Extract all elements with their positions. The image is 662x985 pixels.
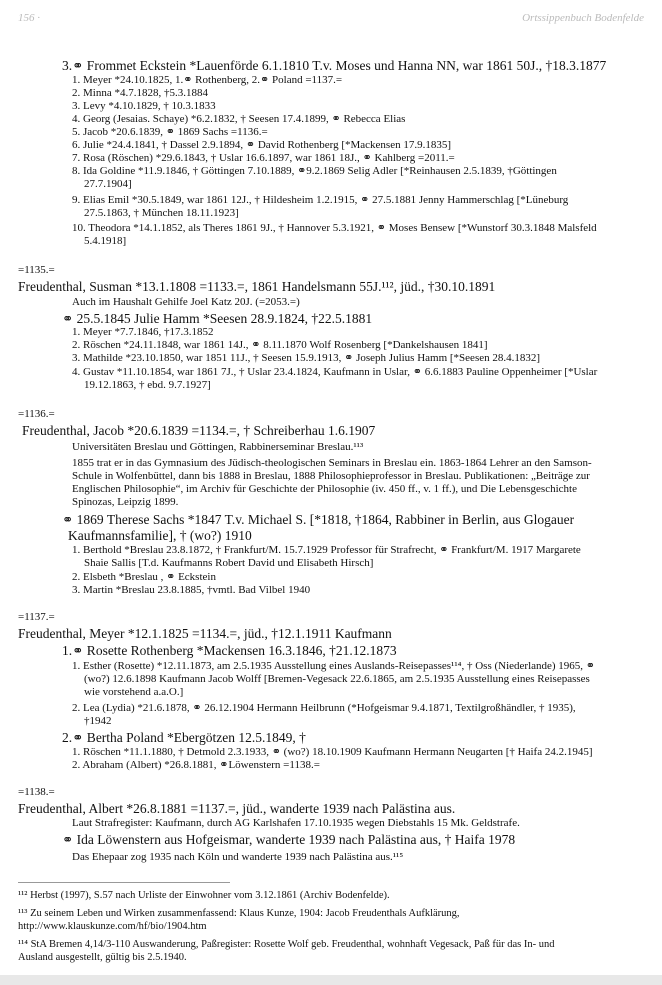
text-line: 3. Martin *Breslau 23.8.1885, †vmtl. Bad Vilbel 1940 xyxy=(72,584,311,596)
text-line: Spinozas, Leipzig 1899. xyxy=(72,496,179,508)
text-line: 3. Mathilde *23.10.1850, war 1851 11J., † Seesen 15.9.1913, ⚭ Joseph Julius Hamm [*Seesen 28.4.1832] xyxy=(72,352,541,364)
text-line: ⚭ 1869 Therese Sachs *1847 T.v. Michael S. [*1818, †1864, Rabbiner in Berlin, aus Glogauer xyxy=(62,512,575,527)
text-line: 1. Esther (Rosette) *12.11.1873, am 2.5.1935 Ausstellung eines Auslands-Reisepasses¹¹⁴, † Oss (Niederlande) 1965, ⚭ xyxy=(72,660,596,672)
text-line: =1136.= xyxy=(18,408,55,420)
text-line: Freudenthal, Meyer *12.1.1825 =1134.=, jüd., †12.1.1911 Kaufmann xyxy=(18,626,392,641)
text-line: 8. Ida Goldine *11.9.1846, † Göttingen 7.10.1889, ⚭9.2.1869 Selig Adler [*Reinhausen 2.5.1839, †Göttingen xyxy=(72,165,557,177)
text-line: wie vorstehend a.a.O.] xyxy=(84,686,184,698)
text-line: Freudenthal, Susman *13.1.1808 =1133.=, 1861 Handelsmann 55J.¹¹², jüd., †30.10.1891 xyxy=(18,279,496,294)
page-header xyxy=(18,8,644,28)
text-line: =1137.= xyxy=(18,611,55,623)
text-line: Schule in Wolfenbüttel, dann bis 1888 in Breslau, 1888 Philosophieprofessor in Breslau. Publikationen: „Beiträge zur xyxy=(72,470,590,482)
text-line: 5. Jacob *20.6.1839, ⚭ 1869 Sachs =1136.= xyxy=(72,126,268,138)
text-line: Englischen Philosophie“, im Archiv für Geschichte der Philosophie (iv. 450 ff., v. 1 ff.), und Die Lebensgeschichte xyxy=(72,483,577,495)
text-line: Shaie Sallis [T.d. Kaufmanns Robert David und Elisabeth Hirsch] xyxy=(84,557,374,569)
text-line: Universitäten Breslau und Göttingen, Rabbinerseminar Breslau.¹¹³ xyxy=(72,441,364,453)
text-line: 2. Abraham (Albert) *26.8.1881, ⚭Löwenstern =1138.= xyxy=(72,759,320,771)
text-line: 3. Levy *4.10.1829, † 10.3.1833 xyxy=(72,100,216,112)
text-line: 1. Röschen *11.1.1880, † Detmold 2.3.1933, ⚭ (wo?) 18.10.1909 Kaufmann Hermann Neugarten [† Haifa 24.2.1945] xyxy=(72,746,593,758)
text-line: Freudenthal, Jacob *20.6.1839 =1134.=, † Schreiberhau 1.6.1907 xyxy=(22,423,376,438)
text-line: =1138.= xyxy=(18,786,55,798)
text-line: ⚭ 25.5.1845 Julie Hamm *Seesen 28.9.1824, †22.5.1881 xyxy=(62,311,373,326)
text-line: 7. Rosa (Röschen) *29.6.1843, † Uslar 16.6.1897, war 1861 18J., ⚭ Kahlberg =2011.= xyxy=(72,152,455,164)
text-line: 4. Georg (Jesaias. Schaye) *6.2.1832, † Seesen 17.4.1899, ⚭ Rebecca Elias xyxy=(72,113,406,125)
page-number: 156 · xyxy=(18,12,40,24)
footnote-line: http://www.klauskunze.com/hf/bio/1904.htm xyxy=(18,921,207,932)
text-line: Auch im Haushalt Gehilfe Joel Katz 20J. (=2053.=) xyxy=(72,296,300,308)
text-line: †1942 xyxy=(84,715,112,727)
text-line: 4. Gustav *11.10.1854, war 1861 7J., † Uslar 23.4.1824, Kaufmann in Uslar, ⚭ 6.6.1883 Pauline Oppenheimer [*Uslar xyxy=(72,366,598,378)
text-line: Laut Strafregister: Kaufmann, durch AG Karlshafen 17.10.1935 wegen Diebstahls 15 Mk. Geldstrafe. xyxy=(72,817,520,829)
text-line: 2. Röschen *24.11.1848, war 1861 14J., ⚭ 8.11.1870 Wolf Rosenberg [*Dankelshausen 1841] xyxy=(72,339,488,351)
page-bottom-bar xyxy=(0,975,662,985)
footnote-line: ¹¹² Herbst (1997), S.57 nach Urliste der Einwohner vom 3.12.1861 (Archiv Bodenfelde). xyxy=(18,890,390,901)
text-line: 19.12.1863, † ebd. 9.7.1927] xyxy=(84,379,211,391)
text-line: 1. Berthold *Breslau 23.8.1872, † Frankfurt/M. 15.7.1929 Professor für Strafrecht, ⚭ Frankfurt/M. 1917 Margarete xyxy=(72,544,581,556)
text-line: (wo?) 12.6.1898 Kaufmann Jacob Wolff [Bremen-Vegesack 22.6.1865, am 2.5.1935 Ausstellung eines Reisepasses xyxy=(84,673,590,685)
text-line: 27.5.1863, † München 18.11.1923] xyxy=(84,207,239,219)
text-line: 5.4.1918] xyxy=(84,235,127,247)
text-line: 1855 trat er in das Gymnasium des Jüdisch-theologischen Seminars in Breslau ein. 1863-1864 Lehrer an den Samson- xyxy=(72,457,592,469)
text-line: Kaufmannsfamilie], † (wo?) 1910 xyxy=(68,528,252,543)
text-line: =1135.= xyxy=(18,264,55,276)
footnote-line: Ausland ausgestellt, gültig bis 2.5.1940. xyxy=(18,952,187,963)
text-line: 6. Julie *24.4.1841, † Dassel 2.9.1894, ⚭ David Rothenberg [*Mackensen 17.9.1835] xyxy=(72,139,451,151)
footnote-divider xyxy=(18,882,230,883)
text-line: Freudenthal, Albert *26.8.1881 =1137.=, jüd., wanderte 1939 nach Palästina aus. xyxy=(18,801,456,816)
text-line: 2.⚭ Bertha Poland *Ebergötzen 12.5.1849, † xyxy=(62,730,306,745)
text-line: Das Ehepaar zog 1935 nach Köln und wanderte 1939 nach Palästina aus.¹¹⁵ xyxy=(72,851,404,863)
text-line: 2. Minna *4.7.1828, †5.3.1884 xyxy=(72,87,208,99)
text-line: 2. Elsbeth *Breslau , ⚭ Eckstein xyxy=(72,571,216,583)
footnote-line: ¹¹⁴ StA Bremen 4,14/3-110 Auswanderung, Paßregister: Rosette Wolf geb. Freudenthal, wohnhaft Vegesack, Paß für das In- und xyxy=(18,939,555,950)
text-line: 1. Meyer *7.7.1846, †17.3.1852 xyxy=(72,326,214,338)
text-line: 2. Lea (Lydia) *21.6.1878, ⚭ 26.12.1904 Hermann Heilbrunn (*Hofgeismar 9.4.1871, Textilgroßhändler, † 1935), xyxy=(72,702,576,714)
text-line: 3.⚭ Frommet Eckstein *Lauenförde 6.1.1810 T.v. Moses und Hanna NN, war 1861 50J., †18.3.1877 xyxy=(62,58,607,73)
text-line: 27.7.1904] xyxy=(84,178,132,190)
text-line: 10. Theodora *14.1.1852, als Theres 1861 9J., † Hannover 5.3.1921, ⚭ Moses Bensew [*Wunstorf 30.3.1848 Malsfeld xyxy=(72,222,597,234)
text-line: 1. Meyer *24.10.1825, 1.⚭ Rothenberg, 2.⚭ Poland =1137.= xyxy=(72,74,343,86)
book-title: Ortssippenbuch Bodenfelde xyxy=(522,12,644,24)
footnote-line: ¹¹³ Zu seinem Leben und Wirken zusammenfassend: Klaus Kunze, 1904: Jacob Freudenthals Aufklärung, xyxy=(18,908,460,919)
text-line: 9. Elias Emil *30.5.1849, war 1861 12J., † Hildesheim 1.2.1915, ⚭ 27.5.1881 Jenny Hammerschlag [*Lüneburg xyxy=(72,194,569,206)
text-line: ⚭ Ida Löwenstern aus Hofgeismar, wanderte 1939 nach Palästina aus, † Haifa 1978 xyxy=(62,832,516,847)
text-line: 1.⚭ Rosette Rothenberg *Mackensen 16.3.1846, †21.12.1873 xyxy=(62,643,397,658)
